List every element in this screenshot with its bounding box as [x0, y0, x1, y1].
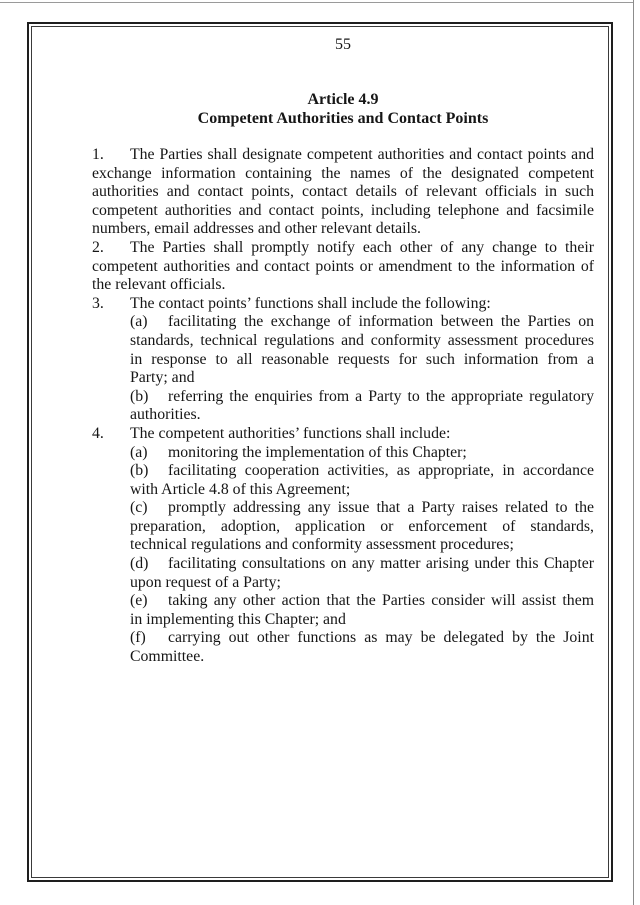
- item-line: [130, 592, 594, 611]
- item-label: (b): [130, 462, 149, 480]
- item-line: [130, 313, 594, 332]
- paragraph-number: 3.: [92, 294, 104, 312]
- item-line-text: facilitating consultations on any matter arising under this Chapter: [168, 555, 594, 573]
- paragraph-line-text: The competent authorities’ functions shall include:: [130, 424, 451, 442]
- list-item: [130, 499, 594, 555]
- item-label: (e): [130, 592, 148, 610]
- item-label: (f): [130, 629, 146, 647]
- item-label: (d): [130, 555, 149, 573]
- item-label: (b): [130, 387, 149, 405]
- paragraph-number: 2.: [92, 238, 104, 256]
- item-line: Committee.: [130, 648, 205, 666]
- paragraph-4: [92, 425, 594, 667]
- item-line: preparation, adoption, application or enforcement of standards,: [130, 517, 594, 535]
- article-header: [92, 90, 594, 128]
- item-line: [130, 629, 594, 648]
- item-line: [130, 462, 594, 481]
- paragraph-line: [92, 295, 594, 314]
- item-line: standards, technical regulations and conformity assessment procedures: [130, 331, 594, 349]
- paragraph-1: [92, 146, 594, 239]
- item-line-text: monitoring the implementation of this Chapter;: [168, 443, 467, 461]
- item-line: in response to all reasonable requests for such information from a: [130, 350, 594, 368]
- article-body: [92, 146, 594, 667]
- paragraph-line: authorities and contact points, contact details of relevant officials in such: [92, 183, 594, 201]
- item-line: with Article 4.8 of this Agreement;: [130, 480, 351, 498]
- paragraph-line: [92, 146, 594, 165]
- paragraph-number: 1.: [92, 146, 104, 163]
- item-line: upon request of a Party;: [130, 573, 281, 591]
- paragraph-line-text: The Parties shall designate competent authorities and contact points and: [130, 146, 594, 163]
- paragraph-line: [92, 239, 594, 258]
- list-item: [130, 313, 594, 387]
- paragraph-line: competent authorities and contact points, including telephone and facsimile: [92, 201, 594, 219]
- page-number: 55: [335, 36, 351, 53]
- item-label: (c): [130, 499, 148, 517]
- item-line: [130, 555, 594, 574]
- item-line-text: carrying out other functions as may be delegated by the Joint: [168, 629, 594, 647]
- list-item: [130, 388, 594, 425]
- paragraph-line-text: The Parties shall promptly notify each other of any change to their: [130, 238, 594, 256]
- item-label: (a): [130, 313, 148, 331]
- item-line: authorities.: [130, 406, 201, 424]
- paragraph-line: the relevant officials.: [92, 276, 226, 294]
- item-line: technical regulations and conformity assessment procedures;: [130, 536, 514, 554]
- paragraph-line: exchange information containing the names of the designated competent: [92, 164, 594, 182]
- paragraph-line: competent authorities and contact points or amendment to the information of: [92, 257, 594, 275]
- item-line-text: promptly addressing any issue that a Party raises related to the: [168, 499, 594, 517]
- item-line-text: referring the enquiries from a Party to the appropriate regulatory: [168, 387, 594, 405]
- list-item: [130, 462, 594, 499]
- list-item: [130, 629, 594, 666]
- item-label: (a): [130, 443, 148, 461]
- paragraph-3: [92, 295, 594, 425]
- item-line: in implementing this Chapter; and: [130, 610, 346, 628]
- item-line: [130, 499, 594, 518]
- item-list: [130, 313, 594, 425]
- article-heading: Article 4.9: [307, 91, 379, 108]
- paragraph-line: numbers, email addresses and other relevant details.: [92, 220, 421, 238]
- paragraph-number: 4.: [92, 424, 104, 442]
- paragraph-2: [92, 239, 594, 295]
- item-line: [130, 388, 594, 407]
- list-item: [130, 592, 594, 629]
- article-title: Competent Authorities and Contact Points: [197, 110, 489, 127]
- list-item: [130, 555, 594, 592]
- paragraph-line: [92, 425, 594, 444]
- item-line-text: taking any other action that the Parties consider will assist them: [168, 592, 594, 610]
- item-line-text: facilitating the exchange of information between the Parties on: [168, 313, 594, 331]
- scan-edge-top: [0, 2, 634, 3]
- paragraph-line-text: The contact points’ functions shall include the following:: [130, 294, 491, 312]
- item-line: Party; and: [130, 369, 195, 387]
- list-item: [130, 444, 594, 463]
- item-line: [130, 444, 594, 463]
- item-list: [130, 444, 594, 667]
- item-line-text: facilitating cooperation activities, as appropriate, in accordance: [168, 462, 594, 480]
- scan-edge-right: [633, 0, 634, 905]
